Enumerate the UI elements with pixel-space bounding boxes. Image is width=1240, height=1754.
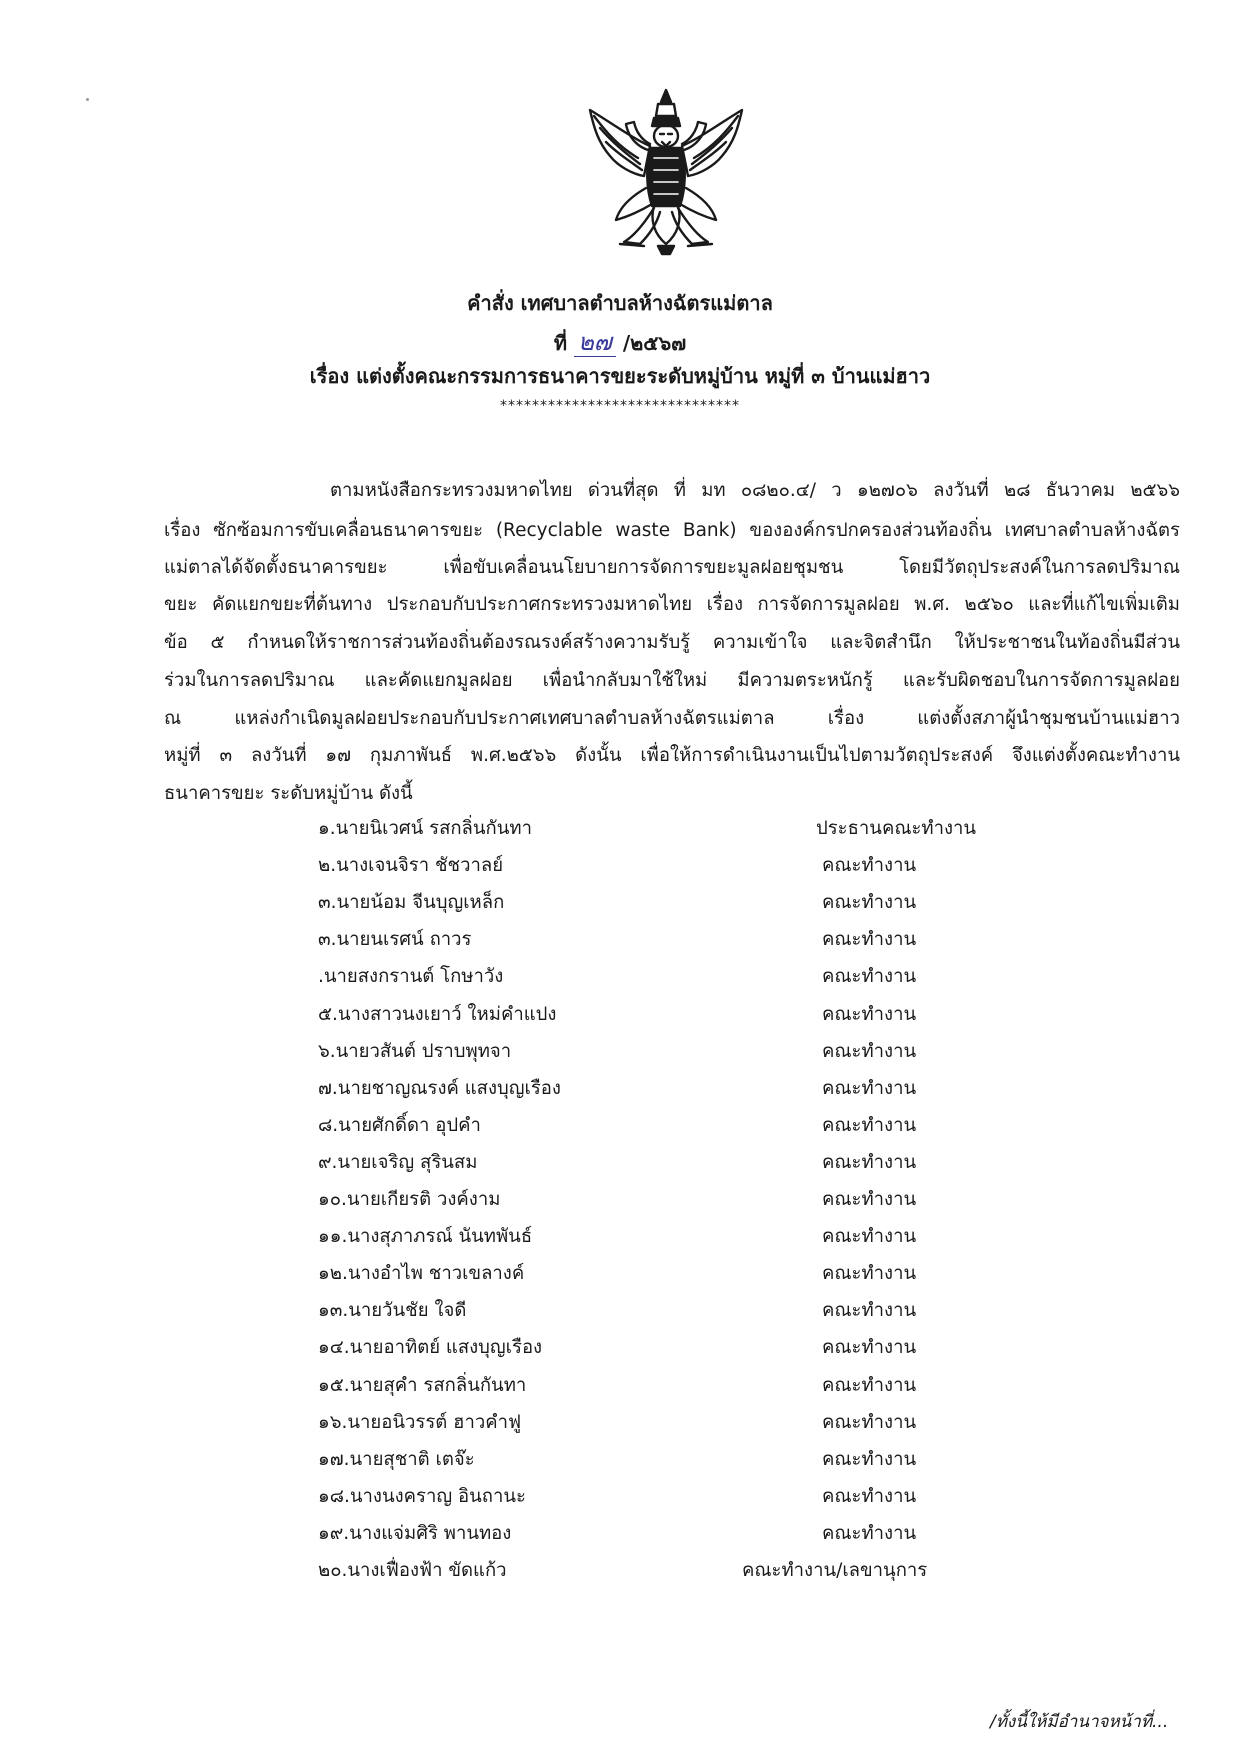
- member-role: คณะทำงาน: [822, 1152, 917, 1173]
- member-role: คณะทำงาน/เลขานุการ: [742, 1560, 928, 1581]
- body-line: ตามหนังสือกระทรวงมหาดไทย ด่วนที่สุด ที่ มท ๐๘๒๐.๔/ ว ๑๒๗๐๖ ลงวันที่ ๒๘ ธันวาคม ๒๕๖๖: [330, 480, 1180, 501]
- body-line: ข้อ ๕ กำหนดให้ราชการส่วนท้องถิ่นต้องรณรงค์สร้างความรับรู้ ความเข้าใจ และจิตสำนึก ให้ประชาชนในท้องถิ่นมีส่วน: [164, 632, 1180, 653]
- member-name: ๗.นายชาญณรงค์ แสงบุญเรือง: [318, 1078, 561, 1099]
- member-role: คณะทำงาน: [822, 966, 917, 987]
- member-role: คณะทำงาน: [822, 1226, 917, 1247]
- member-name: ๑๓.นายวันชัย ใจดี: [318, 1300, 467, 1321]
- order-number-line: [0, 322, 1240, 361]
- member-role: คณะทำงาน: [822, 1115, 917, 1136]
- member-role: คณะทำงาน: [822, 1300, 917, 1321]
- member-name: ๒๐.นางเฟื่องฟ้า ขัดแก้ว: [318, 1560, 507, 1581]
- member-role: คณะทำงาน: [822, 1004, 917, 1025]
- member-name: ๓.นายน้อม จีนบุญเหล็ก: [318, 892, 505, 913]
- member-role: คณะทำงาน: [822, 1449, 917, 1470]
- member-role: คณะทำงาน: [822, 1412, 917, 1433]
- member-name: ๘.นายศักดิ์ดา อุปคำ: [318, 1115, 481, 1136]
- order-number-prefix: ที่: [553, 331, 567, 355]
- member-name: ๑๖.นายอนิวรรต์ ฮาวคำฟู: [318, 1412, 522, 1433]
- member-name: ๖.นายวสันต์ ปราบพุทจา: [318, 1041, 512, 1062]
- member-name: ๑๙.นางแจ่มศิริ พานทอง: [318, 1523, 512, 1544]
- member-name: ๑๑.นางสุภาภรณ์ นันทพันธ์: [318, 1226, 533, 1247]
- order-number-handwritten: ๒๗: [574, 328, 616, 357]
- member-name: ๕.นางสาวนงเยาว์ ใหม่คำแปง: [318, 1004, 557, 1025]
- separator-line: ******************************: [500, 398, 740, 414]
- member-role: คณะทำงาน: [822, 1337, 917, 1358]
- member-role: คณะทำงาน: [822, 1263, 917, 1284]
- member-role: คณะทำงาน: [822, 1189, 917, 1210]
- order-year: /๒๕๖๗: [622, 331, 687, 355]
- member-name: ๑๔.นายอาทิตย์ แสงบุญเรือง: [318, 1337, 543, 1358]
- member-name: ๑๕.นายสุคำ รสกลิ่นกันทา: [318, 1375, 527, 1396]
- garuda-emblem-icon: [584, 88, 748, 256]
- body-line: ขยะ คัดแยกขยะที่ต้นทาง ประกอบกับประกาศกระทรวงมหาดไทย เรื่อง การจัดการมูลฝอย พ.ศ. ๒๕๖๐ และที่แก้ไขเพิ่มเติม: [164, 594, 1180, 615]
- member-role: ประธานคณะทำงาน: [816, 818, 977, 839]
- continued-note: /ทั้งนี้ให้มีอำนาจหน้าที่...: [990, 1712, 1169, 1732]
- member-name: ๒.นางเจนจิรา ชัชวาลย์: [318, 855, 504, 876]
- member-role: คณะทำงาน: [822, 1375, 917, 1396]
- member-role: คณะทำงาน: [822, 1486, 917, 1507]
- member-name: ๙.นายเจริญ สุรินสม: [318, 1152, 478, 1173]
- member-role: คณะทำงาน: [822, 855, 917, 876]
- member-role: คณะทำงาน: [822, 929, 917, 950]
- member-role: คณะทำงาน: [822, 1041, 917, 1062]
- scan-speck: [86, 98, 89, 101]
- member-name: .นายสงกรานต์ โกษาวัง: [318, 966, 504, 987]
- order-subject: เรื่อง แต่งตั้งคณะกรรมการธนาคารขยะระดับหมู่บ้าน หมู่ที่ ๓ บ้านแม่ฮาว: [309, 364, 931, 388]
- member-name: ๑๐.นายเกียรติ วงค์งาม: [318, 1189, 501, 1210]
- member-name: ๑๗.นายสุชาติ เตจ๊ะ: [318, 1449, 475, 1470]
- member-name: ๑๘.นางนงคราญ อินถานะ: [318, 1486, 526, 1507]
- member-role: คณะทำงาน: [822, 1523, 917, 1544]
- body-line: ร่วมในการลดปริมาณ และคัดแยกมูลฝอย เพื่อนำกลับมาใช้ใหม่ มีความตระหนักรู้ และรับผิดชอบในการจัดการมูลฝอย: [164, 670, 1180, 691]
- member-name: ๓.นายนเรศน์ ถาวร: [318, 929, 472, 950]
- member-role: คณะทำงาน: [822, 892, 917, 913]
- body-line: เรื่อง ซักซ้อมการขับเคลื่อนธนาคารขยะ (Recyclable waste Bank) ขององค์กรปกครองส่วนท้องถิ่น เทศบาลตำบลห้างฉัตร: [164, 520, 1180, 541]
- body-line: แม่ตาลได้จัดตั้งธนาคารขยะ เพื่อขับเคลื่อนนโยบายการจัดการขยะมูลฝอยชุมชน โดยมีวัตถุประสงค์ในการลดปริมาณ: [164, 557, 1180, 578]
- member-name: ๑.นายนิเวศน์ รสกลิ่นกันทา: [318, 818, 532, 839]
- body-line: หมู่ที่ ๓ ลงวันที่ ๑๗ กุมภาพันธ์ พ.ศ.๒๕๖๖ ดังนั้น เพื่อให้การดำเนินงานเป็นไปตามวัตถุประสงค์ จึงแต่งตั้งคณะทำงาน: [164, 745, 1180, 766]
- body-line: ณ แหล่งกำเนิดมูลฝอยประกอบกับประกาศเทศบาลตำบลห้างฉัตรแม่ตาล เรื่อง แต่งตั้งสภาผู้นำชุมชนบ้านแม่ฮาว: [164, 708, 1180, 729]
- body-line: ธนาคารขยะ ระดับหมู่บ้าน ดังนี้: [164, 783, 413, 804]
- order-title: คำสั่ง เทศบาลตำบลห้างฉัตรแม่ตาล: [467, 291, 773, 315]
- member-name: ๑๒.นางอำไพ ชาวเขลางค์: [318, 1263, 525, 1284]
- member-role: คณะทำงาน: [822, 1078, 917, 1099]
